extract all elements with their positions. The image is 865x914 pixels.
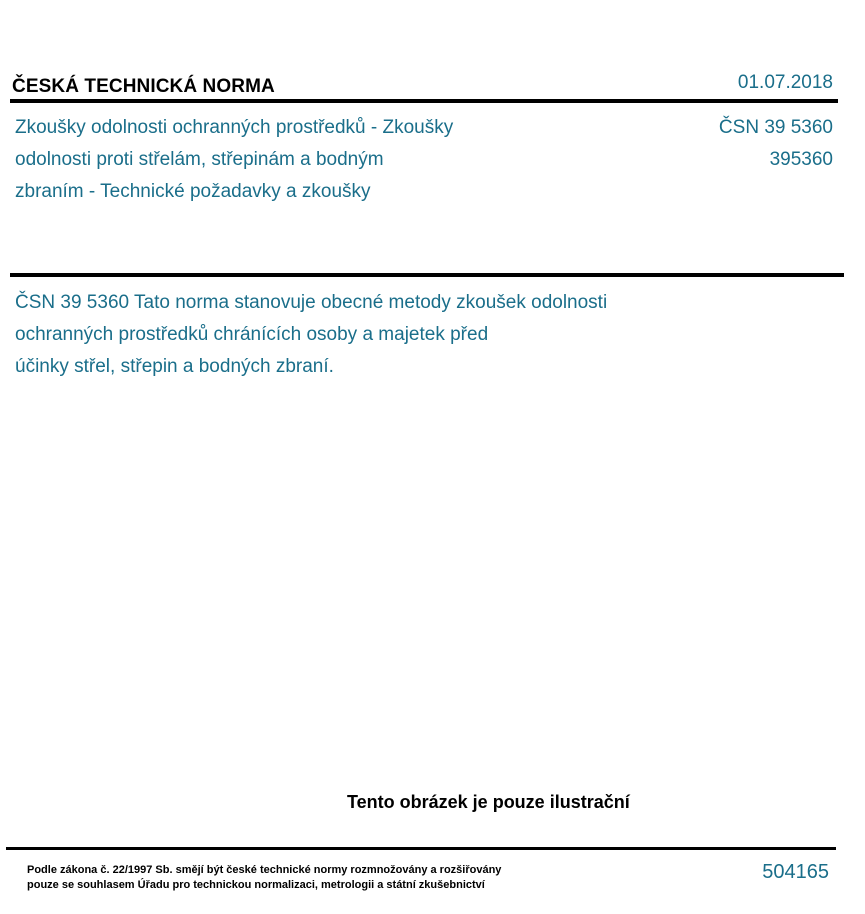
standard-code: ČSN 39 5360 [718, 117, 833, 138]
illustrative-notice: Tento obrázek je pouze ilustrační [347, 792, 630, 812]
standard-title-line: zbraním - Technické požadavky a zkoušky [15, 181, 371, 202]
issue-date: 01.07.2018 [737, 72, 833, 93]
title-divider [10, 273, 844, 277]
standard-title-line: odolnosti proti střelám, střepinám a bodným [15, 149, 384, 170]
document-id: 504165 [762, 861, 829, 883]
abstract-line: účinky střel, střepin a bodných zbraní. [15, 356, 334, 377]
footer-divider [6, 847, 836, 850]
abstract-line: ČSN 39 5360 Tato norma stanovuje obecné metody zkoušek odolnosti [15, 292, 608, 313]
legal-notice-line: Podle zákona č. 22/1997 Sb. smějí být české technické normy rozmnožovány a rozšiřovány [27, 864, 502, 876]
document-type-heading: ČESKÁ TECHNICKÁ NORMA [12, 76, 275, 97]
legal-notice-line: pouze se souhlasem Úřadu pro technickou normalizaci, metrologii a státní zkušebnictví [27, 879, 485, 891]
abstract-line: ochranných prostředků chránících osoby a majetek před [15, 324, 489, 345]
standard-title-line: Zkoušky odolnosti ochranných prostředků - Zkoušky [15, 117, 454, 138]
catalog-number: 395360 [769, 149, 833, 170]
header-divider [10, 99, 838, 103]
